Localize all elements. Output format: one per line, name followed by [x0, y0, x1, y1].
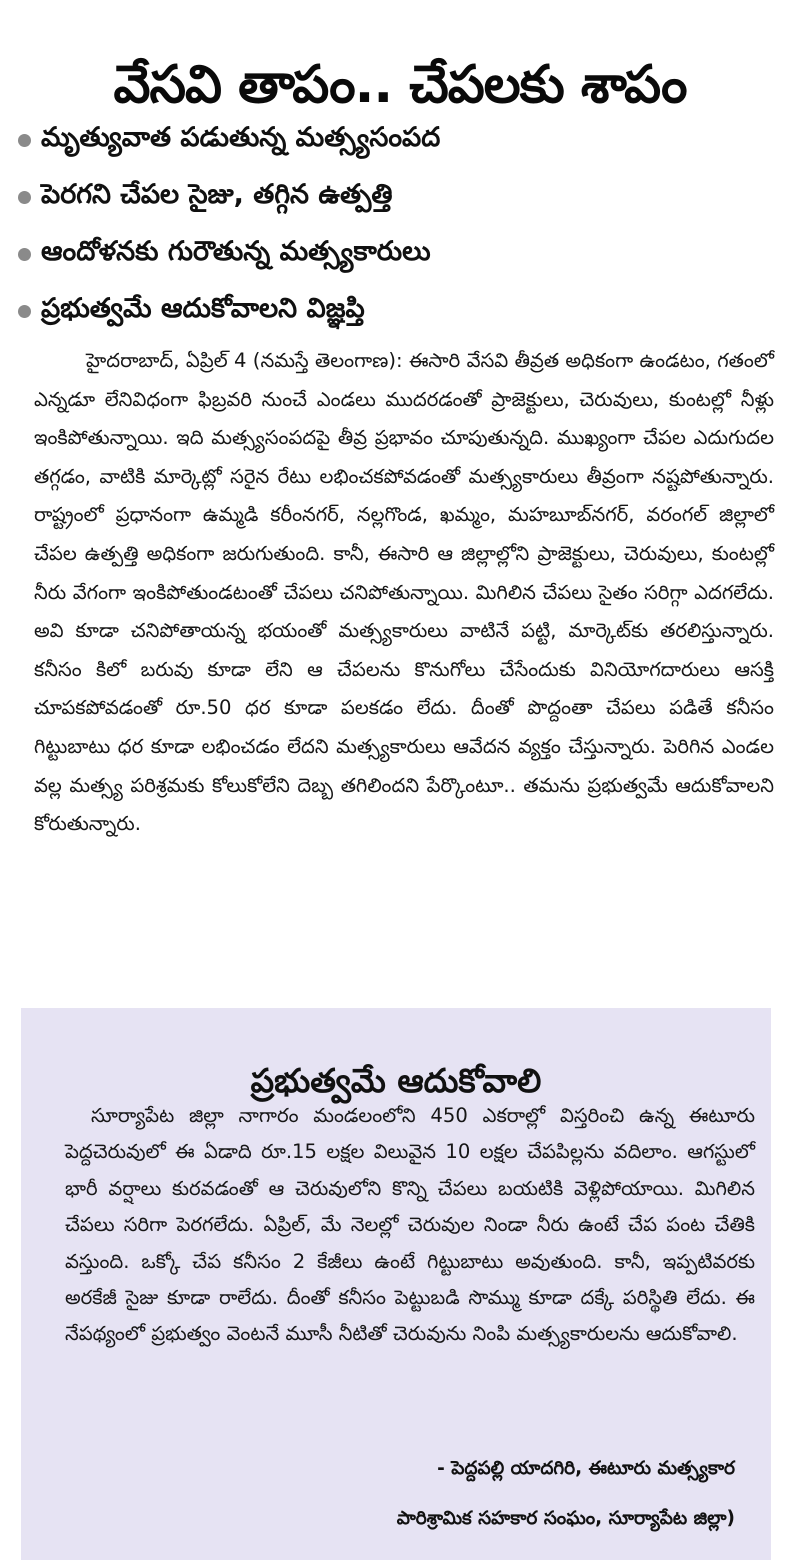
attribution-line-2: పారిశ్రామిక సహకార సంఘం, సూర్యాపేట జిల్లా)	[396, 1508, 735, 1529]
box-title: ప్రభుత్వమే ఆదుకోవాలి	[250, 1061, 542, 1101]
bullet-dot-icon	[18, 134, 31, 147]
attribution-line-1: - పెద్దపల్లి యాదగిరి, ఈటూరు మత్స్యకార	[437, 1458, 735, 1479]
quote-box	[21, 1008, 771, 1560]
subheadline-item	[18, 283, 788, 340]
box-body: సూర్యాపేట జిల్లా నాగారం మండలంలోని 450 ఎకరాల్లో విస్తరించి ఉన్న ఈటూరు పెద్దచెరువులో ఈ ఏడాది రూ.15 లక్షల విలువైన 10 లక్షల చేపపిల్లను వదిలాం. ఆగస్టులో భారీ వర్షాలు కురవడంతో ఆ చెరువులోని కొన్ని చేపలు బయటికి వెళ్లిపోయాయి. మిగిలిన చేపలు సరిగా పెరగలేదు. ఏప్రిల్, మే నెలల్లో చెరువుల నిండా నీరు ఉంటే చేప పంట చేతికి వస్తుంది. ఒక్కో చేప కనీసం 2 కేజీలు ఉంటే గిట్టుబాటు అవుతుంది. కానీ, ఇప్పటివరకు అరకేజీ సైజు కూడా రాలేదు. దీంతో కనీసం పెట్టుబడి సొమ్ము కూడా దక్కే పరిస్థితి లేదు. ఈ నేపథ్యంలో ప్రభుత్వం వెంటనే మూసీ నీటితో చెరువును నింపి మత్స్యకారులను ఆదుకోవాలి.	[65, 1104, 755, 1346]
subheadline-item	[18, 226, 788, 283]
subheadline-list	[18, 112, 788, 340]
subheadline-text: పెరగని చేపల సైజు, తగ్గిన ఉత్పత్తి	[41, 178, 393, 210]
article-body: హైదరాబాద్, ఏప్రిల్ 4 (నమస్తే తెలంగాణ): ఈసారి వేసవి తీవ్రత అధికంగా ఉండటం, గతంలో ఎన్నడూ లేనివిధంగా ఫిబ్రవరి నుంచే ఎండలు ముదరడంతో ప్రాజెక్టులు, చెరువులు, కుంటల్లో నీళ్లు ఇంకిపోతున్నాయి. ఇది మత్స్యసంపదపై తీవ్ర ప్రభావం చూపుతున్నది. ముఖ్యంగా చేపల ఎదుగుదల తగ్గడం, వాటికి మార్కెట్లో సరైన రేటు లభించకపోవడంతో మత్స్యకారులు తీవ్రంగా నష్టపోతున్నారు. రాష్ట్రంలో ప్రధానంగా ఉమ్మడి కరీంనగర్, నల్లగొండ, ఖమ్మం, మహబూబ్‌నగర్, వరంగల్ జిల్లాలో చేపల ఉత్పత్తి అధికంగా జరుగుతుంది. కానీ, ఈసారి ఆ జిల్లాల్లోని ప్రాజెక్టులు, చెరువులు, కుంటల్లో నీరు వేగంగా ఇంకిపోతుండటంతో చేపలు చనిపోతున్నాయి. మిగిలిన చేపలు సైతం సరిగ్గా ఎదగలేదు. అవి కూడా చనిపోతాయన్న భయంతో మత్స్యకారులు వాటినే పట్టి, మార్కెట్‌కు తరలిస్తున్నారు. కనీసం కిలో బరువు కూడా లేని ఆ చేపలను కొనుగోలు చేసేందుకు వినియోగదారులు ఆసక్తి చూపకపోవడంతో రూ.50 ధర కూడా పలకడం లేదు. దీంతో పొద్దంతా చేపలు పడితే కనీసం గిట్టుబాటు ధర కూడా లభించడం లేదని మత్స్యకారులు ఆవేదన వ్యక్తం చేస్తున్నారు. పెరిగిన ఎండల వల్ల మత్స్య పరిశ్రమకు కోలుకోలేని దెబ్బ తగిలిందని పేర్కొంటూ.. తమను ప్రభుత్వమే ఆదుకోవాలని కోరుతున్నారు.	[34, 349, 774, 836]
headline: వేసవి తాపం.. చేపలకు శాపం	[113, 54, 687, 115]
subheadline-item	[18, 112, 788, 169]
subheadline-text: ప్రభుత్వమే ఆదుకోవాలని విజ్ఞప్తి	[41, 292, 365, 324]
bullet-dot-icon	[18, 305, 31, 318]
bullet-dot-icon	[18, 191, 31, 204]
subheadline-text: మృత్యువాత పడుతున్న మత్స్యసంపద	[41, 121, 441, 153]
subheadline-item	[18, 169, 788, 226]
subheadline-text: ఆందోళనకు గురౌతున్న మత్స్యకారులు	[41, 235, 431, 267]
bullet-dot-icon	[18, 248, 31, 261]
